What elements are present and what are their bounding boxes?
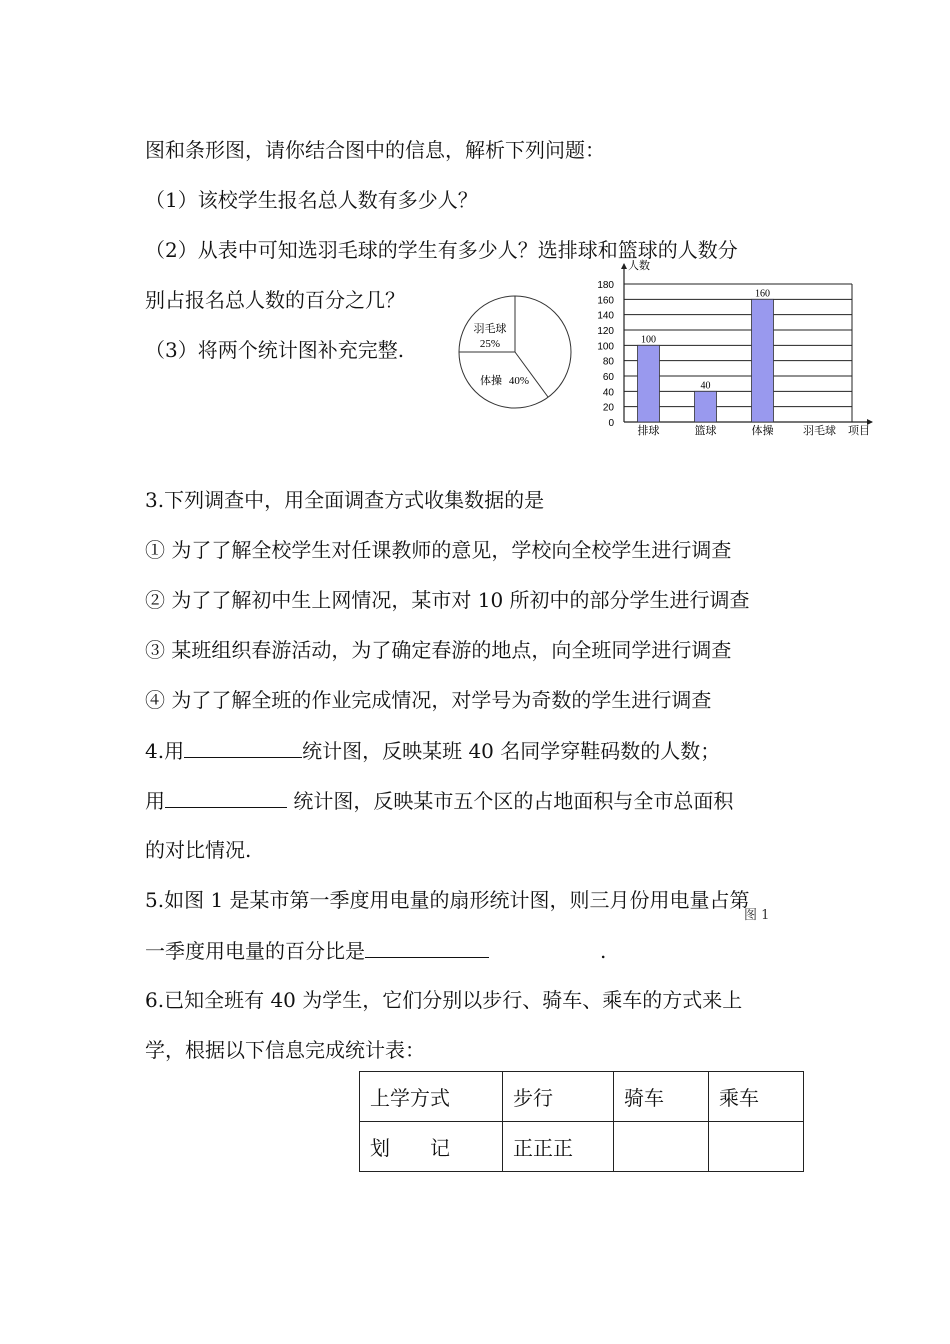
- q3-option-2: ② 为了了解初中生上网情况，某市对 10 所初中的部分学生进行调查: [145, 588, 750, 612]
- table-cell: 正正正: [503, 1122, 614, 1172]
- bar-data-label: 100: [641, 334, 656, 346]
- q3-option-1: ① 为了了解全校学生对任课教师的意见，学校向全校学生进行调查: [145, 538, 732, 562]
- y-tick-label: 140: [597, 310, 614, 322]
- q3-title: 3.下列调查中，用全面调查方式收集数据的是: [145, 488, 545, 512]
- intro-line: 图和条形图，请你结合图中的信息，解析下列问题：: [145, 138, 605, 162]
- table-header-cell: 骑车: [614, 1072, 709, 1122]
- y-tick-label: 160: [597, 295, 614, 307]
- q5-text: 一季度用电量的百分比是: [145, 939, 365, 963]
- q6-line-2: 学，根据以下信息完成统计表：: [145, 1038, 425, 1062]
- bar-data-label: 40: [700, 380, 711, 392]
- y-tick-label: 20: [602, 402, 614, 414]
- y-tick-label: 60: [602, 372, 614, 383]
- x-tick-label: 体操: [751, 425, 774, 437]
- q3-option-3: ③ 某班组织春游活动，为了确定春游的地点，向全班同学进行调查: [145, 638, 732, 662]
- question-3: （3）将两个统计图补充完整.: [145, 338, 405, 362]
- x-tick-label: 羽毛球: [803, 425, 836, 437]
- q4-text-1: 统计图，反映某班 40 名同学穿鞋码数的人数；: [302, 739, 721, 763]
- table-header-cell: 上学方式: [360, 1072, 503, 1122]
- q3-option-4: ④ 为了了解全班的作业完成情况，对学号为奇数的学生进行调查: [145, 688, 712, 712]
- bar-data-label: 160: [755, 288, 770, 300]
- y-axis-title: 人数: [628, 260, 650, 272]
- y-tick-label: 180: [597, 280, 614, 291]
- q5-period: .: [600, 939, 607, 963]
- question-1: （1）该校学生报名总人数有多少人？: [145, 188, 478, 212]
- table-cell: 划 记: [360, 1122, 503, 1172]
- bar: [695, 391, 717, 422]
- figure-1-label: 图 1: [744, 908, 770, 923]
- table-header-cell: 乘车: [709, 1072, 804, 1122]
- q5-line-1: 5.如图 1 是某市第一季度用电量的扇形统计图，则三月份用电量占第: [145, 888, 750, 912]
- pie-slice-value-badminton: 25%: [479, 338, 501, 350]
- pie-slice-label-gymnastics: 体操: [480, 375, 502, 387]
- bar-chart: [590, 258, 890, 443]
- q5-blank[interactable]: [365, 937, 489, 958]
- y-axis-arrow: [621, 263, 627, 269]
- q4-blank-1[interactable]: [184, 737, 302, 758]
- x-axis-title: 项目: [848, 425, 870, 437]
- y-tick-label: 0: [608, 418, 614, 429]
- q4-blank-2[interactable]: [165, 787, 287, 808]
- q4-text-2: 统计图，反映某市五个区的占地面积与全市总面积: [287, 789, 734, 813]
- question-2-line-2: 别占报名总人数的百分之几？: [145, 288, 405, 312]
- pie-chart: [455, 292, 575, 412]
- q4-line-3: 的对比情况.: [145, 838, 252, 862]
- question-2-line-1: （2）从表中可知选羽毛球的学生有多少人？选排球和篮球的人数分: [145, 238, 738, 262]
- y-tick-label: 80: [602, 356, 614, 368]
- q4-line-2: [145, 787, 733, 814]
- q4-prefix-2: 用: [145, 789, 165, 813]
- table-cell[interactable]: [709, 1122, 804, 1172]
- x-tick-label: 篮球: [694, 425, 717, 437]
- pie-slice-label-badminton: 羽毛球: [473, 323, 507, 335]
- y-tick-label: 40: [602, 387, 614, 399]
- table-row: [360, 1122, 804, 1172]
- x-tick-label: 排球: [637, 425, 660, 437]
- q6-line-1: 6.已知全班有 40 为学生，它们分别以步行、骑车、乘车的方式来上: [145, 988, 743, 1012]
- q5-line-2: [145, 937, 606, 964]
- table-header-cell: 步行: [503, 1072, 614, 1122]
- bar: [752, 299, 774, 422]
- q4-prefix-1: 4.用: [145, 739, 185, 763]
- q4-line-1: [145, 737, 720, 764]
- table-header-row: [360, 1072, 804, 1122]
- pie-slice-value-gymnastics: 40%: [508, 375, 530, 387]
- tally-table: [359, 1071, 804, 1172]
- bar: [638, 345, 660, 422]
- table-cell[interactable]: [614, 1122, 709, 1172]
- y-tick-label: 120: [597, 326, 614, 337]
- y-tick-label: 100: [597, 341, 614, 353]
